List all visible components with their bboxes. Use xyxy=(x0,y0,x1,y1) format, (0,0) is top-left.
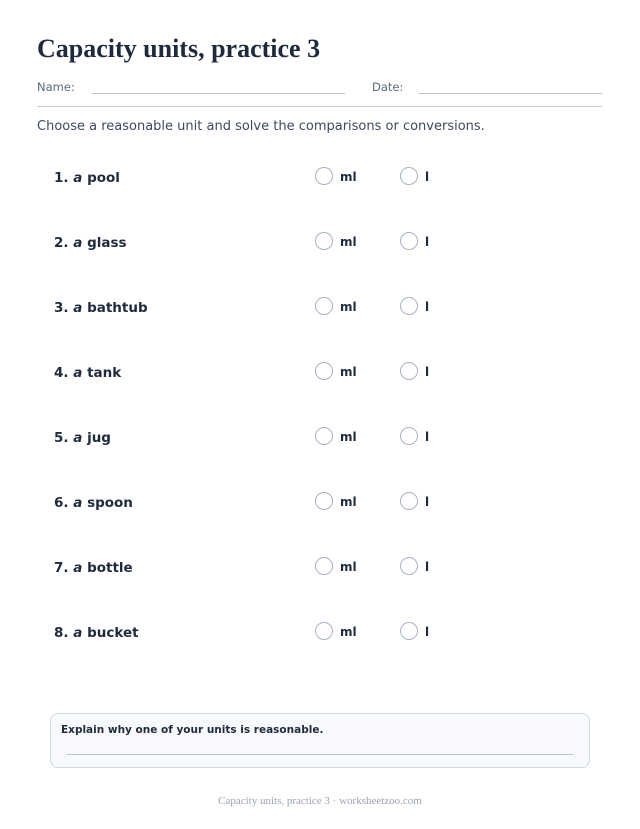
question-item: bottle xyxy=(87,560,133,576)
option-ml-label: ml xyxy=(340,235,357,249)
option-ml-label: ml xyxy=(340,300,357,314)
radio-l[interactable] xyxy=(400,297,418,315)
radio-l[interactable] xyxy=(400,492,418,510)
question-article: a xyxy=(73,365,83,381)
question-text xyxy=(54,430,111,446)
option-l-label: l xyxy=(425,170,430,184)
option-l-label: l xyxy=(425,235,430,249)
option-ml-label: ml xyxy=(340,625,357,639)
option-ml-label: ml xyxy=(340,430,357,444)
question-number: 6. xyxy=(54,495,69,511)
question-row xyxy=(0,427,640,451)
explain-prompt: Explain why one of your units is reasonable. xyxy=(61,724,324,736)
question-article: a xyxy=(73,235,83,251)
radio-ml[interactable] xyxy=(315,427,333,445)
explain-box xyxy=(50,713,590,768)
option-ml-label: ml xyxy=(340,495,357,509)
option-ml-label: ml xyxy=(340,365,357,379)
question-item: bucket xyxy=(87,625,139,641)
header-divider xyxy=(37,106,602,107)
question-item: jug xyxy=(87,430,111,446)
question-article: a xyxy=(73,170,83,186)
date-label: Date: xyxy=(372,80,404,94)
radio-ml[interactable] xyxy=(315,622,333,640)
question-item: bathtub xyxy=(87,300,148,316)
question-number: 4. xyxy=(54,365,69,381)
name-field[interactable] xyxy=(92,93,345,94)
question-row xyxy=(0,297,640,321)
option-ml-label: ml xyxy=(340,170,357,184)
explain-answer-line[interactable] xyxy=(67,754,573,755)
question-number: 3. xyxy=(54,300,69,316)
question-article: a xyxy=(73,495,83,511)
question-article: a xyxy=(73,430,83,446)
radio-ml[interactable] xyxy=(315,557,333,575)
radio-l[interactable] xyxy=(400,232,418,250)
radio-ml[interactable] xyxy=(315,232,333,250)
question-row xyxy=(0,557,640,581)
question-article: a xyxy=(73,560,83,576)
question-text xyxy=(54,560,133,576)
question-row xyxy=(0,492,640,516)
radio-l[interactable] xyxy=(400,622,418,640)
radio-ml[interactable] xyxy=(315,492,333,510)
option-l-label: l xyxy=(425,495,430,509)
question-text xyxy=(54,625,139,641)
question-number: 1. xyxy=(54,170,69,186)
option-l-label: l xyxy=(425,430,430,444)
question-item: tank xyxy=(87,365,122,381)
question-number: 2. xyxy=(54,235,69,251)
question-item: spoon xyxy=(87,495,133,511)
option-l-label: l xyxy=(425,560,430,574)
name-label: Name: xyxy=(37,80,75,94)
date-field[interactable] xyxy=(419,93,602,94)
question-text xyxy=(54,235,127,251)
radio-ml[interactable] xyxy=(315,362,333,380)
page-title: Capacity units, practice 3 xyxy=(37,34,321,63)
footer: Capacity units, practice 3 · worksheetzoo.com xyxy=(218,795,422,807)
question-row xyxy=(0,232,640,256)
option-l-label: l xyxy=(425,625,430,639)
name-date-row xyxy=(37,80,602,96)
option-l-label: l xyxy=(425,365,430,379)
instructions: Choose a reasonable unit and solve the comparisons or conversions. xyxy=(37,119,485,134)
question-row xyxy=(0,622,640,646)
question-text xyxy=(54,365,121,381)
question-article: a xyxy=(73,300,83,316)
question-number: 5. xyxy=(54,430,69,446)
option-l-label: l xyxy=(425,300,430,314)
question-text xyxy=(54,495,133,511)
option-ml-label: ml xyxy=(340,560,357,574)
radio-l[interactable] xyxy=(400,427,418,445)
question-text xyxy=(54,170,120,186)
question-item: glass xyxy=(87,235,127,251)
question-item: pool xyxy=(87,170,120,186)
radio-ml[interactable] xyxy=(315,167,333,185)
radio-ml[interactable] xyxy=(315,297,333,315)
question-article: a xyxy=(73,625,83,641)
radio-l[interactable] xyxy=(400,557,418,575)
question-number: 7. xyxy=(54,560,69,576)
question-number: 8. xyxy=(54,625,69,641)
question-row xyxy=(0,362,640,386)
radio-l[interactable] xyxy=(400,167,418,185)
question-row xyxy=(0,167,640,191)
question-text xyxy=(54,300,148,316)
radio-l[interactable] xyxy=(400,362,418,380)
